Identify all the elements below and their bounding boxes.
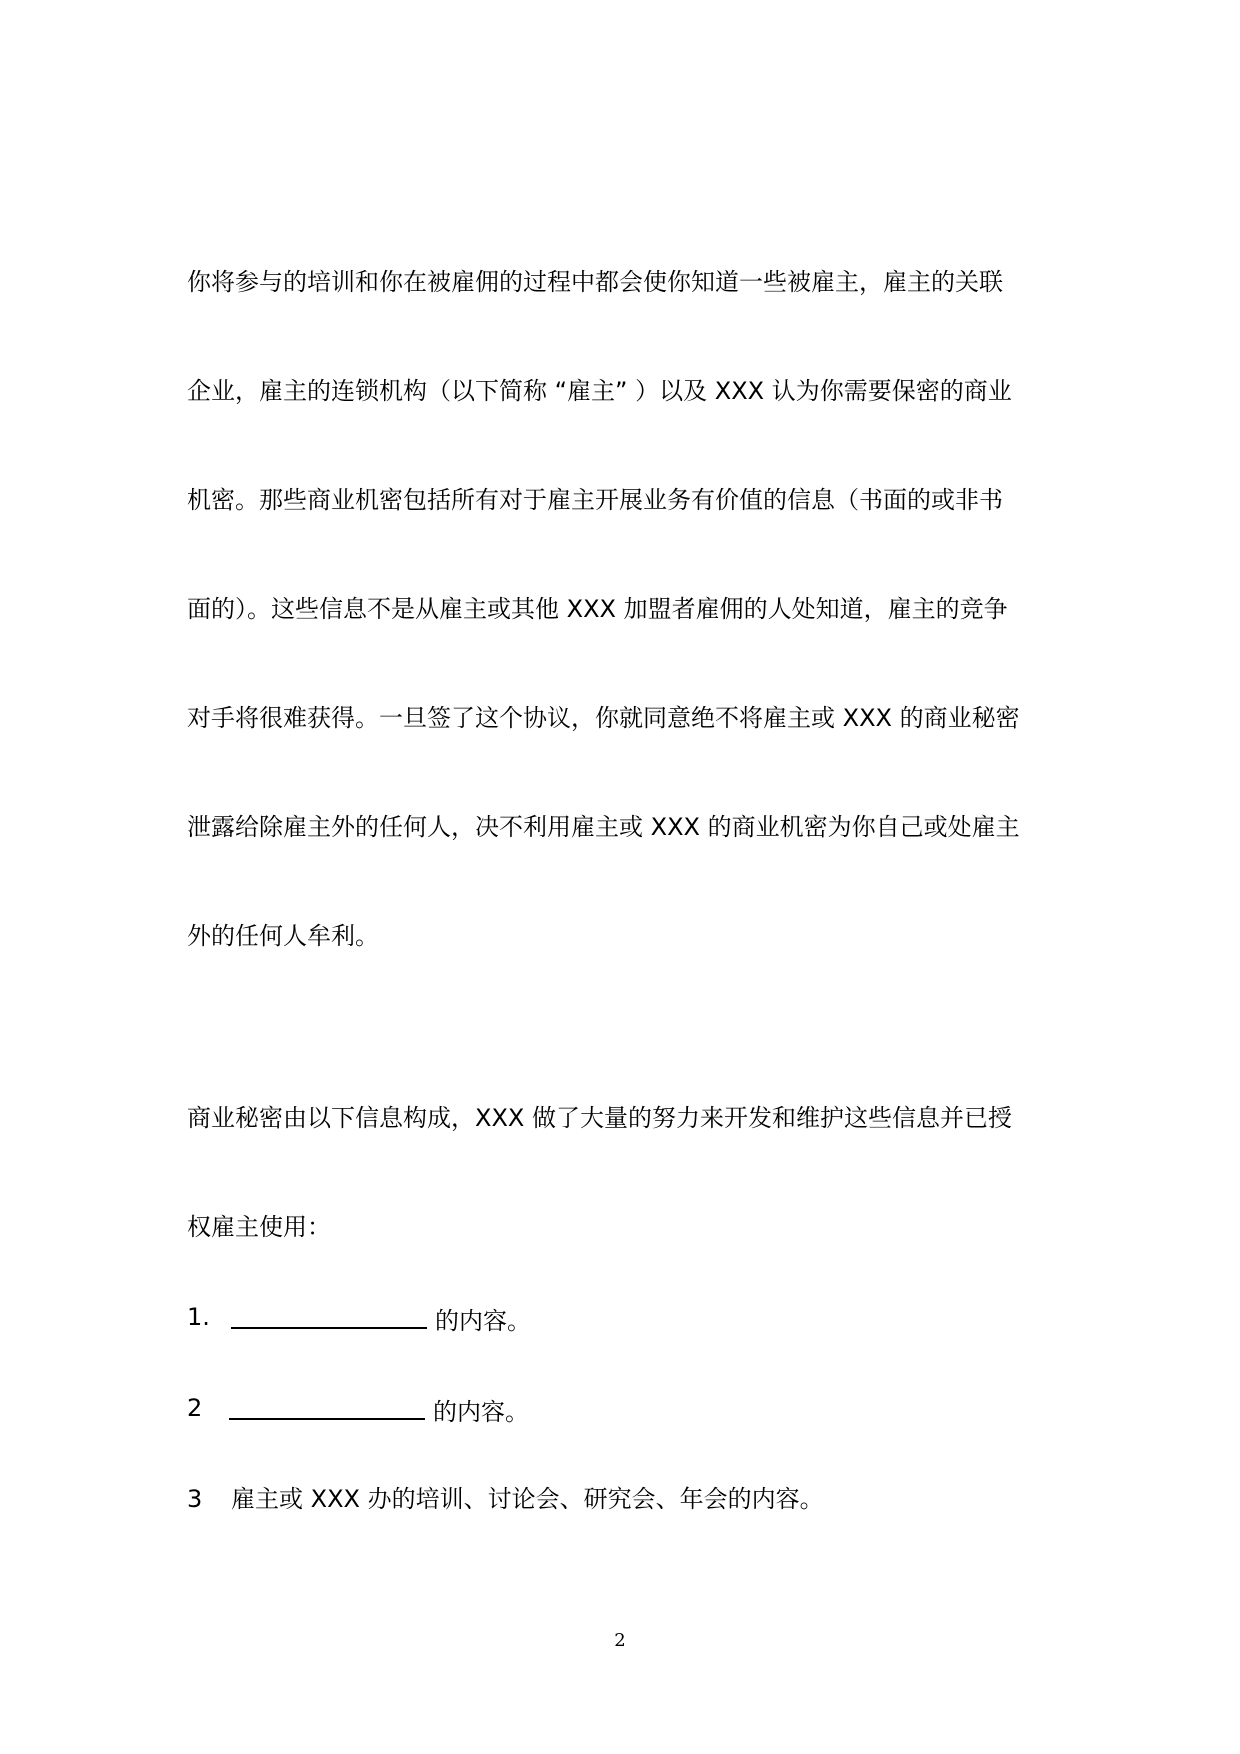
list-item-body [231,1301,531,1337]
list-item-text: 雇主或 XXX 办的培训、讨论会、研究会、年会的内容。 [231,1485,824,1513]
list-item-text: 的内容。 [433,1398,529,1426]
paragraph-2-line-2: 权雇主使用： [187,1213,331,1241]
paragraph-1-line-4: 面的）。这些信息不是从雇主或其他 XXX 加盟者雇佣的人处知道，雇主的竞争 [187,595,1008,623]
paragraph-1-line-7: 外的任何人牟利。 [187,922,379,950]
page-number: 2 [614,1630,626,1651]
paragraph-1-line-2: 企业，雇主的连锁机构（以下简称 “雇主” ）以及 XXX 认为你需要保密的商业 [187,377,1012,405]
list-item-text: 的内容。 [435,1307,531,1335]
list-item-number: 3 [187,1485,203,1513]
paragraph-1-line-3: 机密。那些商业机密包括所有对于雇主开展业务有价值的信息（书面的或非书 [187,486,1003,514]
paragraph-1-line-6: 泄露给除雇主外的任何人，决不利用雇主或 XXX 的商业机密为你自己或处雇主 [187,813,1020,841]
list-item-number: 2 [187,1394,203,1422]
list-item-body [229,1392,529,1428]
fill-in-blank [231,1301,427,1329]
list-item-number: 1. [187,1303,210,1331]
paragraph-1-line-5: 对手将很难获得。一旦签了这个协议，你就同意绝不将雇主或 XXX 的商业秘密 [187,704,1020,732]
paragraph-1-line-1: 你将参与的培训和你在被雇佣的过程中都会使你知道一些被雇主，雇主的关联 [187,268,1003,296]
fill-in-blank [229,1392,425,1420]
paragraph-2-line-1: 商业秘密由以下信息构成，XXX 做了大量的努力来开发和维护这些信息并已授 [187,1104,1012,1132]
